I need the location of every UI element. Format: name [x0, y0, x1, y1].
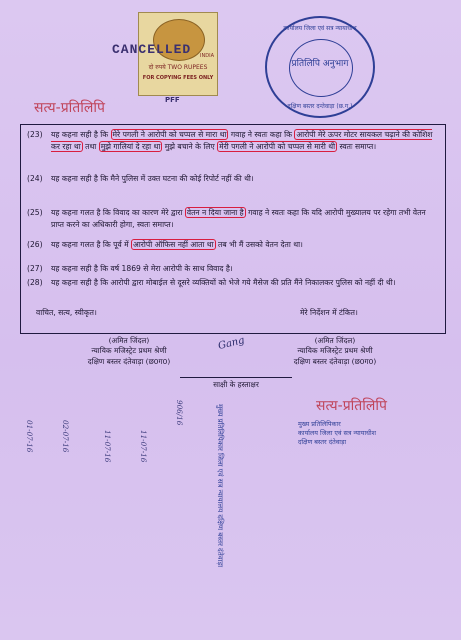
signatory-place: दक्षिण बस्तर दंतेवाड़ा (छ0ग0): [87, 356, 171, 366]
seal-ring-bottom: दक्षिण बस्तर दन्तेवाड़ा (छ.ग.): [287, 103, 353, 110]
magistrate-signature-right: [260, 336, 410, 367]
paragraph-text: [51, 239, 437, 251]
highlighted-phrase: आरोपी ऑफिस नहीं आता था: [133, 240, 214, 249]
handwritten-note: 02-07-16: [61, 420, 70, 453]
text-run: तब भी मैं उसको वेतन देता था।: [215, 240, 303, 249]
text-run: यह कहना सही है कि वर्ष 1869 से मेरा आरोपी के साथ विवाद है।: [51, 264, 233, 273]
stamp-country: INDIA: [200, 53, 214, 59]
handwritten-note: 11-07-16: [139, 430, 148, 463]
text-run: स्वतः समाप्त।: [337, 141, 377, 151]
stamp-fee-text: FOR COPYING FEES ONLY: [142, 75, 214, 81]
signatory-name: (अमित जिंदल): [108, 336, 150, 345]
head-copyist-stamp: [298, 420, 438, 447]
text-run: गवाह ने स्वतः कहा कि यदि आरोपी मुख्यालय पर रहेगा तभी वेतन प्राप्त करने का अधिकारी होगा, स्वतः समाप्त।: [51, 208, 426, 229]
handwritten-note: 11-07-16: [103, 430, 112, 463]
read-confirmed-line: वाचित, सत्य, स्वीकृत।: [36, 308, 97, 317]
magistrate-signature-left: [54, 336, 204, 367]
paragraph-number: (25): [27, 208, 43, 217]
highlighted-phrase: मुझे गालियां दे रहा था: [100, 141, 161, 151]
deposition-body: [20, 124, 446, 334]
paragraph-number: (24): [27, 174, 43, 183]
seal-center-text: प्रतिलिपि अनुभाग: [291, 59, 349, 69]
highlighted-phrase: मेरे पगली ने आरोपी को चप्पल से मारा था: [112, 130, 227, 139]
rotated-copyist-stamp: मुख्य प्रतिलिपिकार जिला एवं सत्र न्यायालय दक्षिण बस्तर दंतेवाड़ा: [216, 404, 224, 568]
highlighted-phrase: वेतन न दिया जाना है: [186, 208, 244, 217]
signatory-designation: न्यायिक मजिस्ट्रेट प्रथम श्रेणी: [91, 346, 167, 356]
paragraph-text: [51, 263, 437, 275]
paragraph-text: [51, 207, 437, 230]
paragraph-number: (26): [27, 240, 43, 249]
stamp-value: दो रुपये TWO RUPEES: [148, 64, 208, 71]
paragraph-number: (27): [27, 264, 43, 273]
paragraph-number: (28): [27, 278, 43, 287]
signatory-designation: न्यायिक मजिस्ट्रेट प्रथम श्रेणी: [297, 346, 373, 356]
paragraph-number: (23): [27, 130, 43, 139]
copyist-title: मुख्य प्रतिलिपिकार: [298, 420, 341, 428]
signatory-place: दक्षिण बस्तर दंतेवाड़ा (छ0ग0): [293, 356, 377, 366]
handwritten-note: 01-07-16: [25, 420, 34, 453]
text-run: यह कहना सही है कि: [51, 130, 111, 139]
text-run: यह कहना गलत है कि पूर्व में: [51, 240, 132, 249]
witness-signature-label: साक्षी के हस्ताक्षर: [180, 377, 292, 390]
office-seal: [265, 16, 375, 118]
stamp-code: PFF: [165, 96, 180, 104]
handwritten-note: 906/16: [175, 400, 184, 426]
text-run: यह कहना गलत है कि विवाद का कारण मेरे द्वारा: [51, 208, 185, 217]
paragraph-text: [51, 129, 437, 152]
text-run: तथा: [82, 141, 99, 151]
seal-ring-top: कार्यालय जिला एवं सत्र न्यायाधीश: [283, 25, 357, 32]
text-run: यह कहना सही है कि मैने पुलिस में उक्त घटना की कोई रिपोर्ट नहीं की थी।: [51, 174, 254, 183]
true-copy-heading-top: सत्य-प्रतिलिपि: [34, 100, 105, 116]
copyist-place: दक्षिण बस्तर दंतेवाड़ा: [298, 438, 347, 446]
text-run: मुझे बचाने के लिए: [162, 141, 218, 151]
witness-signature-scrawl: Gang: [217, 334, 246, 353]
true-copy-heading-bottom: सत्य-प्रतिलिपि: [316, 398, 387, 414]
text-run: यह कहना सही है कि आरोपी द्वारा मोबाईल से दूसरे व्यक्तियों को भेजे गये मैसेज की प्रति मैंने निकालकर पुलिस को नहीं दी थी।: [51, 278, 396, 287]
highlighted-phrase: मेरी पगली ने आरोपी को चप्पल से मारी थी: [219, 141, 336, 151]
copyist-office: कार्यालय जिला एवं सत्र न्यायाधीश: [298, 429, 376, 437]
paragraph-text: [51, 277, 437, 289]
cancelled-stamp-text: CANCELLED: [112, 42, 192, 57]
signatory-name: (अमित जिंदल): [314, 336, 356, 345]
paragraph-text: [51, 173, 437, 185]
typed-under-direction-line: मेरे निर्देशन में टंकित।: [300, 308, 358, 317]
highlighted-phrase: आरोपी मेरे ऊपर मोटर सायकल चढ़ाने की कोशिश कर रहा था: [51, 130, 433, 151]
text-run: गवाह ने स्वतः कहा कि: [228, 130, 295, 139]
